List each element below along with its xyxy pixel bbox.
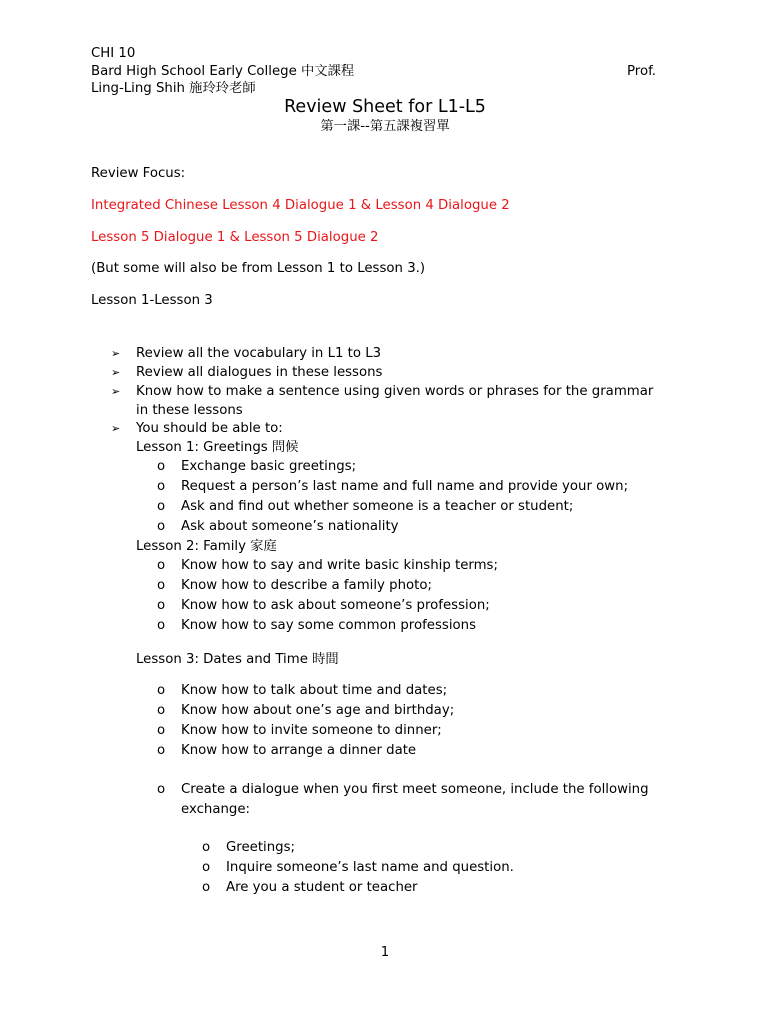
page-subtitle: 第一課--第五課複習單 (320, 119, 450, 134)
bullet-grammar-continued: in these lessons (136, 403, 243, 418)
arrow-bullet-icon: ➢ (111, 347, 121, 360)
arrow-bullet-icon: ➢ (111, 422, 121, 435)
focus-note: (But some will also be from Lesson 1 to Lesson 3.) (91, 261, 426, 276)
prof-label: Prof. (627, 64, 657, 79)
teacher-name: Ling-Ling Shih 施玲玲老師 (91, 81, 256, 96)
review-focus-label: Review Focus: (91, 166, 186, 181)
circle-bullet-icon: o (157, 723, 166, 738)
circle-bullet-icon: o (202, 860, 211, 875)
circle-bullet-icon: o (202, 880, 211, 895)
lesson3-heading: Lesson 3: Dates and Time 時間 (136, 652, 339, 667)
circle-bullet-icon: o (157, 683, 166, 698)
circle-bullet-icon: o (157, 519, 166, 534)
arrow-bullet-icon: ➢ (111, 366, 121, 379)
page-title: Review Sheet for L1-L5 (284, 97, 486, 117)
circle-bullet-icon: o (157, 782, 166, 797)
lesson1-heading: Lesson 1: Greetings 問候 (136, 440, 299, 455)
arrow-bullet-icon: ➢ (111, 385, 121, 398)
circle-bullet-icon: o (157, 743, 166, 758)
circle-bullet-icon: o (157, 618, 166, 633)
focus-line-lesson4: Integrated Chinese Lesson 4 Dialogue 1 & Lesson 4 Dialogue 2 (91, 198, 510, 213)
lesson2-heading: Lesson 2: Family 家庭 (136, 539, 277, 554)
circle-bullet-icon: o (157, 703, 166, 718)
circle-bullet-icon: o (157, 479, 166, 494)
document-page: CHI 10 Bard High School Early College 中文課程 Prof. Ling-Ling Shih 施玲玲老師 Review Sheet for L1-L5 第一課--第五課複習單 Review Focus: Integrated Chinese Lesson 4 Dialogue 1 & Lesson 4 Dialogue 2 Lesson 5 Dialogue 1 & Lesson 5 Dialogue 2 (But some will also be from Lesson 1 to Lesson 3.) Lesson 1-Lesson 3 ➢ Review all the vocabulary in L1 to L3 ➢ Review all dialogues in these lessons ➢ Know how to make a sentence using given words or phrases for the grammar in these lessons ➢ You should be able to: Lesson 1: Greetings 問候 o Exchange basic greetings; o Request a person’s last name and full name and provide your own; o Ask and find out whether someone is a teacher or student; o Ask about someone’s nationality Lesson 2: Family 家庭 o Know how to say and write basic kinship terms; o Know how to describe a family photo; o Know how to ask about someone’s profession; o Know how to say some common professions Lesson 3: Dates and Time 時間 o Know how to talk about time and dates; o Know how about one’s age and birthday; o Know how to invite someone to dinner; o Know how to arrange a dinner date o Create a dialogue when you first meet someone, include the following exchange: o Greetings; o Inquire someone’s last name and question. o Are you a student or teacher 1 (0, 0, 770, 1024)
school-name: Bard High School Early College 中文課程 (91, 64, 355, 79)
circle-bullet-icon: o (202, 840, 211, 855)
circle-bullet-icon: o (157, 499, 166, 514)
focus-line-lesson5: Lesson 5 Dialogue 1 & Lesson 5 Dialogue 2 (91, 230, 379, 245)
page-number: 1 (380, 945, 390, 960)
section-label: Lesson 1-Lesson 3 (91, 293, 213, 308)
circle-bullet-icon: o (157, 578, 166, 593)
circle-bullet-icon: o (157, 459, 166, 474)
circle-bullet-icon: o (157, 598, 166, 613)
course-code: CHI 10 (91, 46, 136, 61)
circle-bullet-icon: o (157, 558, 166, 573)
